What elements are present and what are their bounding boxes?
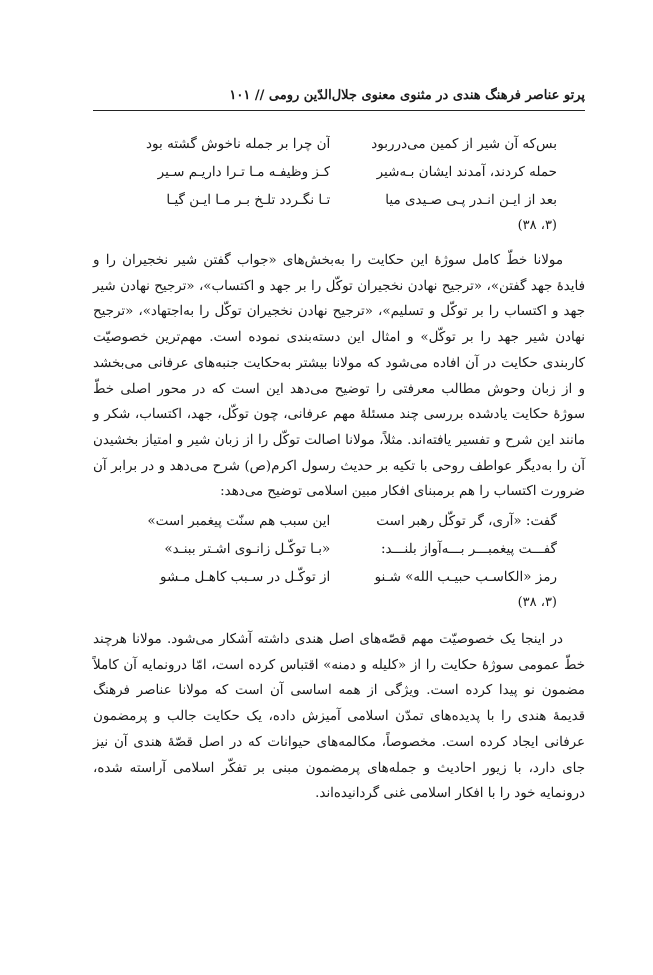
body-paragraph: در اینجا یک خصوصیّت مهم قصّه‌های اصل هندی داشته آشکار می‌شود. مولانا هرچند خطّ عمومی سوژۀ حکایت را از «کلیله و دمنه» اقتباس کرده است، امّا درونمایه آن کاملاً مضمون نو پیدا کرده است. ویژگی از همه اساسی آن است که مولانا عناصر فرهنگ قدیمۀ هندی را با پدیده‌های تمدّن اسلامی آمیزش داده، یک حکایت جالب و پرمضمون عرفانی ایجاد کرده است. مخصوصاً، مکالمه‌های حیوانات که در اصل قصّۀ هندی آن نیز جای دارد، با زیور احادیث و جمله‌های پرمضمون مبنی بر تفکّر اسلامی آراسته شده، درونمایه خود را با افکار اسلامی غنی گردانیده‌اند. bbox=[93, 632, 585, 802]
verse-line bbox=[121, 158, 557, 186]
verse-second-hemistich: تـا نگـردد تلـخ بـر مـا ایـن گیـا bbox=[166, 192, 331, 208]
verse-citation: (۳، ۳۸) bbox=[517, 595, 557, 611]
poem-block-1 bbox=[93, 130, 585, 238]
verse-citation: (۳، ۳۸) bbox=[517, 218, 557, 233]
verse-line bbox=[121, 563, 557, 591]
verse-line bbox=[121, 130, 557, 158]
page-body bbox=[93, 118, 585, 807]
verse-first-hemistich: گفت: «آری، گر توکّل رهبر است bbox=[376, 513, 557, 530]
verse-first-hemistich: بس‌که آن شیر از کمین می‌دررب‍ود bbox=[371, 136, 557, 152]
running-header: پرتو عناصر فرهنگ هندی در مثنوی معنوی جلال‌الدّین رومی // ۱۰۱ bbox=[229, 88, 585, 103]
verse-first-hemistich: گفـــت پیغمبـــر بـــه‌آواز بلنـــد: bbox=[381, 541, 557, 558]
header-divider bbox=[93, 110, 585, 111]
verse-second-hemistich: کـز وظیفـه مـا تـرا داریـم سـیر bbox=[157, 164, 331, 180]
verse-line bbox=[121, 507, 557, 535]
verse-second-hemistich: این سبب هم سنّت پیغمبر است» bbox=[147, 513, 331, 530]
verse-first-hemistich: حمله کردند، آمدند ایشان بـه‌شیر bbox=[376, 164, 557, 180]
verse-first-hemistich: رمز «الکاسـب حبیـب الله» شـنو bbox=[374, 569, 557, 586]
verse-second-hemistich: آن چرا بر جمله ناخوش گشته بود bbox=[146, 136, 331, 152]
poem-block-2 bbox=[93, 507, 585, 615]
body-paragraph: مولانا خطّ کامل سوژۀ این حکایت را به‌بخش‌های «جواب گفتن شیر نخجیران را و فایدۀ جهد گفتن»، «ترجیح نهادن نخجیران توکّل را بر جهد و اکتساب»، «ترجیح نهادن شیر جهد و اکتساب را بر توکّل و تسلیم»، «ترجیح نهادن نخجیران توکّل را به‌اجتهاد»، «ترجیح نهادن شیر جهد را بر توکّل» و امثال این دسته‌بندی نموده است. مهم‌ترین خصوصیّت کاربندی حکایت در آن افاده می‌شود که مولانا بیشتر به‌حکایت جنبه‌های عرفانی می‌بخشد و از زبان وحوش مطالب معرفتی را توضیح می‌دهد این است که در محور اصلی خطّ سوژۀ حکایت یادشده بررسی چند مسئلۀ مهم عرفانی، چون توکّل، جهد، اکتساب، شکر و مانند این شرح و تفسیر یافته‌اند. مثلاً، مولانا اصالت توکّل را از زبان شیر و امتیاز بخشیدن آن را به‌دیگر عواطف روحی با تکیه بر حدیث رسول اکرم(ص) شرح می‌دهد و در برابر آن ضرورت اکتساب را هم برمبنای افکار مبین اسلامی توضیح می‌دهد: bbox=[93, 253, 585, 500]
verse-first-hemistich: بعد از ایـن انـدر پـی صـیدی میا bbox=[385, 192, 557, 208]
verse-line bbox=[121, 186, 557, 214]
verse-second-hemistich: از توکّـل در سـبب کاهـل مـشو bbox=[160, 569, 331, 586]
verse-line bbox=[121, 535, 557, 563]
verse-second-hemistich: «بـا توکّـل زانـوی اشـتر ببنـد» bbox=[164, 541, 331, 558]
